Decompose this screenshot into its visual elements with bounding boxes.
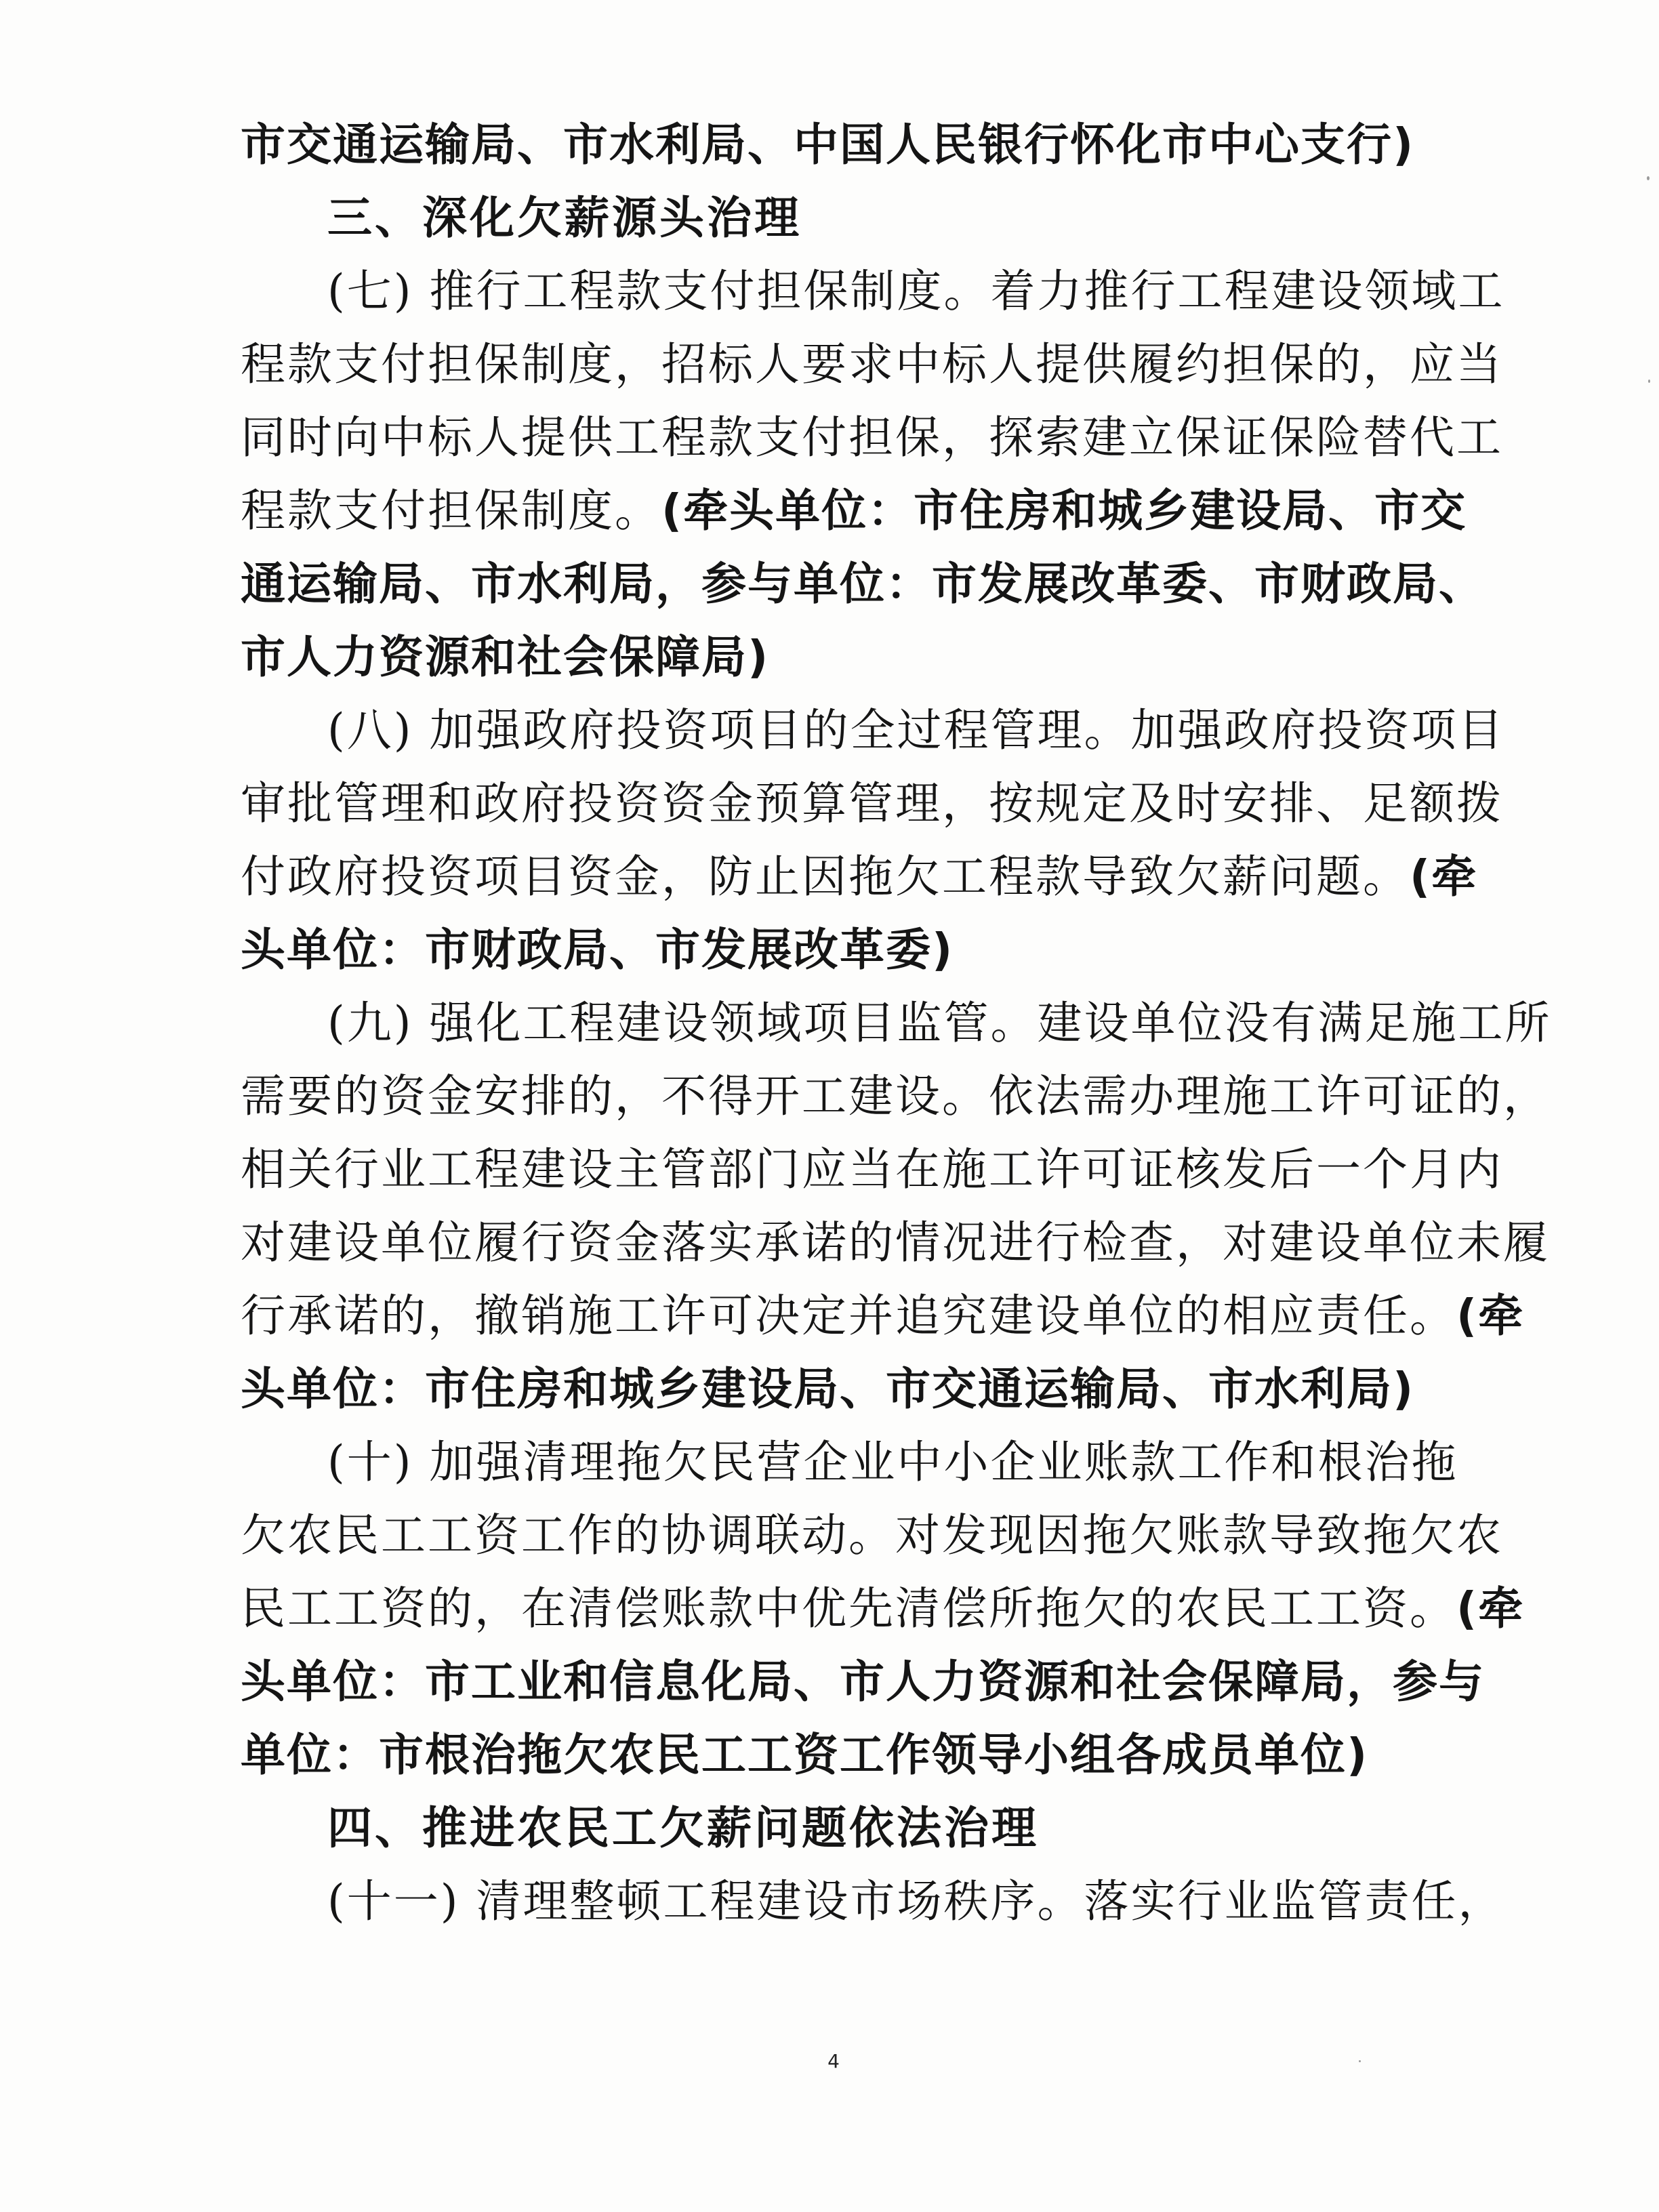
text-line: 对建设单位履行资金落实承诺的情况进行检查，对建设单位未履 [241, 1216, 1550, 1269]
text-line: (八) 加强政府投资项目的全过程管理。加强政府投资项目 [327, 704, 1505, 756]
text-line: (七) 推行工程款支付担保制度。着力推行工程建设领域工 [327, 265, 1505, 317]
text-line: 程款支付担保制度，招标人要求中标人提供履约担保的，应当 [241, 338, 1503, 390]
document-body [241, 108, 1552, 1938]
text-line: (十一) 清理整顿工程建设市场秩序。落实行业监管责任， [327, 1875, 1505, 1927]
lead-unit-text: (牵 [1410, 851, 1478, 903]
text-line: 通运输局、市水利局，参与单位：市发展改革委、市财政局、 [241, 558, 1485, 610]
text-line: 欠农民工工资工作的协调联动。对发现因拖欠账款导致拖欠农 [241, 1509, 1503, 1561]
text-segment: 民工工资的，在清偿账款中优先清偿所拖欠的农民工工资。 [241, 1582, 1456, 1635]
scan-speck [1648, 380, 1650, 383]
scan-speck [1359, 2060, 1361, 2062]
section-heading-4: 四、推进农民工欠薪问题依法治理 [327, 1802, 1039, 1854]
text-line [241, 840, 1478, 914]
text-line: (九) 强化工程建设领域项目监管。建设单位没有满足施工所 [327, 997, 1552, 1049]
text-line: 头单位：市工业和信息化局、市人力资源和社会保障局，参与 [241, 1656, 1485, 1708]
text-line: (十) 加强清理拖欠民营企业中小企业账款工作和根治拖 [327, 1436, 1458, 1488]
page-number: 4 [827, 2050, 840, 2072]
text-line: 同时向中标人提供工程款支付担保，探索建立保证保险替代工 [241, 411, 1503, 464]
text-line: 市交通运输局、市水利局、中国人民银行怀化市中心支行) [241, 119, 1415, 171]
text-segment: 付政府投资项目资金，防止因拖欠工程款导致欠薪问题。 [241, 851, 1410, 903]
lead-unit-text: (牵 [1456, 1290, 1525, 1342]
text-line: 头单位：市住房和城乡建设局、市交通运输局、市水利局) [241, 1363, 1415, 1415]
lead-unit-text: (牵 [1456, 1582, 1525, 1635]
text-line [241, 1572, 1525, 1645]
text-line: 审批管理和政府投资资金预算管理，按规定及时安排、足额拨 [241, 777, 1503, 830]
text-line [241, 474, 1467, 548]
scan-speck [1647, 176, 1650, 180]
section-heading-3: 三、深化欠薪源头治理 [327, 192, 802, 244]
text-line: 需要的资金安排的，不得开工建设。依法需办理施工许可证的， [241, 1070, 1550, 1122]
text-segment: 行承诺的，撤销施工许可决定并追究建设单位的相应责任。 [241, 1290, 1456, 1342]
lead-unit-text: (牵头单位：市住房和城乡建设局、市交 [661, 485, 1467, 537]
text-line: 单位：市根治拖欠农民工工资工作领导小组各成员单位) [241, 1729, 1369, 1781]
text-line [241, 1279, 1525, 1353]
text-line: 头单位：市财政局、市发展改革委) [241, 924, 954, 976]
text-line: 相关行业工程建设主管部门应当在施工许可证核发后一个月内 [241, 1143, 1503, 1195]
text-line: 市人力资源和社会保障局) [241, 631, 770, 683]
text-segment: 程款支付担保制度。 [241, 485, 661, 537]
